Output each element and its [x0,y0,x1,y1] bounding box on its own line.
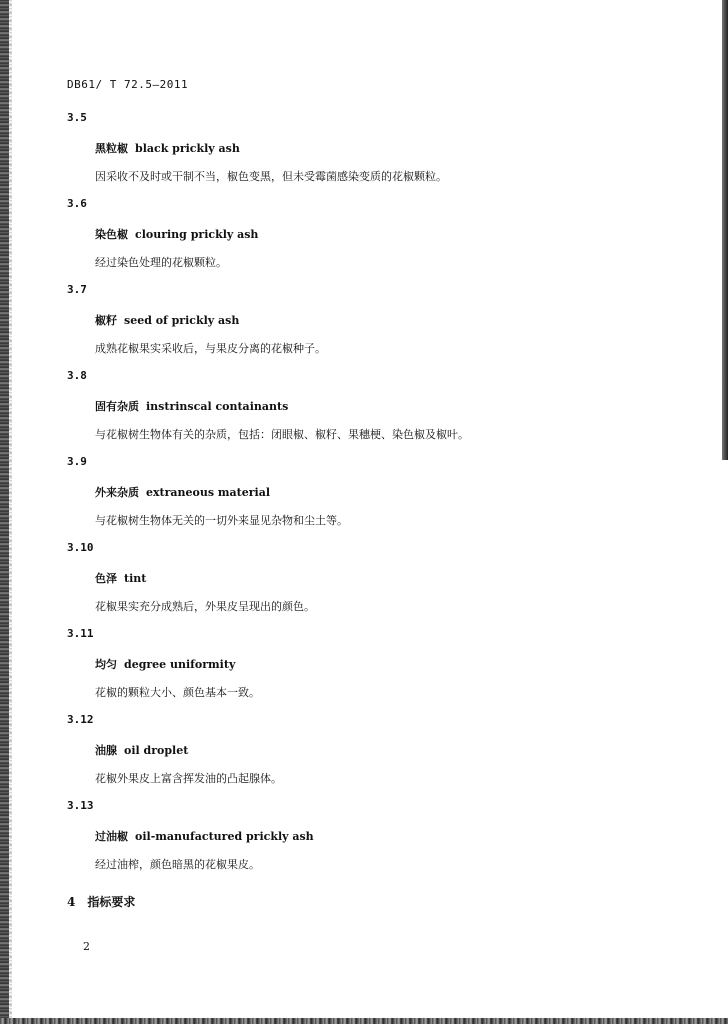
clause-number: 3.9 [67,455,87,468]
term-english: instrinscal containants [146,400,289,413]
term-chinese: 过油椒 [95,830,128,843]
clause-term [95,742,188,758]
scan-edge-bottom [0,1018,728,1024]
clause-definition: 与花椒树生物体无关的一切外来显见杂物和尘土等。 [95,514,348,527]
clause-number: 3.6 [67,197,87,210]
scan-edge-right [722,0,728,460]
term-chinese: 黑粒椒 [95,142,128,155]
clause-term [95,656,235,672]
page-number: 2 [83,940,90,953]
term-english: tint [124,572,147,585]
clause-number: 3.10 [67,541,94,554]
clause-definition: 经过染色处理的花椒颗粒。 [95,256,227,269]
clause-definition: 成熟花椒果实采收后，与果皮分离的花椒种子。 [95,342,326,355]
section-title: 指标要求 [87,895,136,909]
clause-definition: 与花椒树生物体有关的杂质，包括：闭眼椒、椒籽、果穗梗、染色椒及椒叶。 [95,428,469,441]
clause-definition: 经过油榨，颜色暗黑的花椒果皮。 [95,858,260,871]
term-chinese: 椒籽 [95,314,117,327]
clause-term [95,828,314,844]
clause-number: 3.8 [67,369,87,382]
clause-definition: 花椒外果皮上富含挥发油的凸起腺体。 [95,772,282,785]
clause-number: 3.12 [67,713,94,726]
term-english: clouring prickly ash [135,228,259,241]
term-english: degree uniformity [124,658,236,671]
term-english: black prickly ash [135,142,240,155]
term-chinese: 固有杂质 [95,400,139,413]
clause-number: 3.7 [67,283,87,296]
scan-edge-left-inner [9,0,12,1024]
clause-number: 3.13 [67,799,94,812]
clause-term [95,312,239,328]
term-english: extraneous material [146,486,271,499]
clause-term [95,140,240,156]
term-chinese: 外来杂质 [95,486,139,499]
clause-number: 3.5 [67,111,87,124]
clause-term [95,398,288,414]
clause-definition: 因采收不及时或干制不当，椒色变黑，但未受霉菌感染变质的花椒颗粒。 [95,170,447,183]
clause-definition: 花椒的颗粒大小、颜色基本一致。 [95,686,260,699]
term-chinese: 油腺 [95,744,117,757]
term-chinese: 染色椒 [95,228,128,241]
section-number: 4 [67,895,76,909]
document-code-header: DB61/ T 72.5—2011 [67,78,189,91]
clause-term [95,226,258,242]
section-heading [67,893,135,910]
clause-term [95,484,270,500]
term-chinese: 色泽 [95,572,117,585]
clause-definition: 花椒果实充分成熟后，外果皮呈现出的颜色。 [95,600,315,613]
term-english: oil droplet [124,744,189,757]
term-english: oil-manufactured prickly ash [135,830,314,843]
term-chinese: 均匀 [95,658,117,671]
clause-number: 3.11 [67,627,94,640]
term-english: seed of prickly ash [124,314,240,327]
scan-edge-left [0,0,9,1024]
clause-term [95,570,146,586]
